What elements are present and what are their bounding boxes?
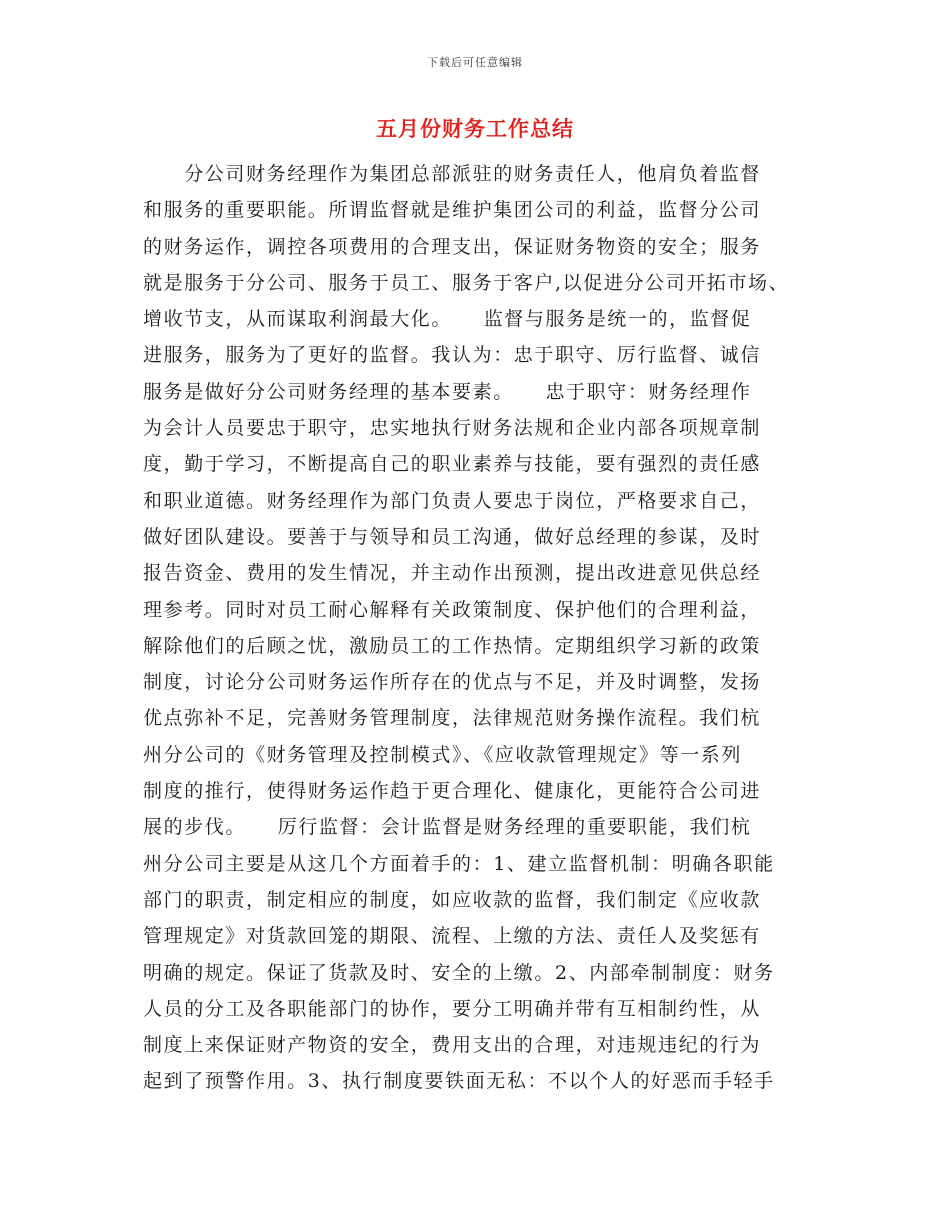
body-line: 州分公司主要是从这几个方面着手的：1、建立监督机制：明确各职能 — [143, 852, 775, 875]
body-line: 和服务的重要职能。所谓监督就是维护集团公司的利益，监督分公司 — [143, 199, 762, 222]
body-line: 人员的分工及各职能部门的协作，要分工明确并带有互相制约性，从 — [143, 997, 762, 1020]
body-line: 起到了预警作用。3、执行制度要铁面无私：不以个人的好恶而手轻手 — [143, 1070, 775, 1093]
document-body — [143, 156, 843, 1100]
body-line: 度，勤于学习，不断提高自己的职业素养与技能，要有强烈的责任感 — [143, 453, 762, 476]
document-title: 五月份财务工作总结 — [376, 116, 574, 141]
body-line: 增收节支，从而谋取利润最大化。 监督与服务是统一的，监督促 — [143, 308, 752, 331]
body-line: 做好团队建设。要善于与领导和员工沟通，做好总经理的参谋，及时 — [143, 525, 762, 548]
body-line: 进服务，服务为了更好的监督。我认为：忠于职守、厉行监督、诚信 — [143, 344, 762, 367]
body-line: 服务是做好分公司财务经理的基本要素。 忠于职守：财务经理作 — [143, 380, 752, 403]
body-line: 州分公司的《财务管理及控制模式》、《应收款管理规定》等一系列 — [143, 743, 743, 766]
body-line: 制度的推行，使得财务运作趋于更合理化、健康化，更能符合公司进 — [143, 780, 762, 803]
body-line: 制度，讨论分公司财务运作所存在的优点与不足，并及时调整，发扬 — [143, 671, 762, 694]
body-line: 解除他们的后顾之忧，激励员工的工作热情。定期组织学习新的政策 — [143, 634, 762, 657]
body-line: 理参考。同时对员工耐心解释有关政策制度、保护他们的合理利益， — [143, 598, 762, 621]
body-line: 就是服务于分公司、服务于员工、服务于客户,以促进分公司开拓市场、 — [143, 271, 790, 294]
body-line: 优点弥补不足，完善财务管理制度，法律规范财务操作流程。我们杭 — [143, 707, 762, 730]
body-line: 展的步伐。 厉行监督：会计监督是财务经理的重要职能，我们杭 — [143, 816, 752, 839]
body-line: 为会计人员要忠于职守，忠实地执行财务法规和企业内部各项规章制 — [143, 417, 762, 440]
body-line: 分公司财务经理作为集团总部派驻的财务责任人，他肩负着监督 — [143, 163, 762, 185]
body-line: 部门的职责，制定相应的制度，如应收款的监督，我们制定《应收款 — [143, 888, 762, 911]
body-line: 报告资金、费用的发生情况，并主动作出预测，提出改进意见供总经 — [143, 562, 762, 585]
body-line: 和职业道德。财务经理作为部门负责人要忠于岗位，严格要求自己， — [143, 489, 762, 512]
body-line: 明确的规定。保证了货款及时、安全的上缴。2、内部牵制制度：财务 — [143, 961, 775, 984]
header-note: 下载后可任意编辑 — [427, 56, 523, 69]
body-line: 管理规定》对货款回笼的期限、流程、上缴的方法、责任人及奖惩有 — [143, 925, 762, 948]
body-line: 制度上来保证财产物资的安全，费用支出的合理，对违规违纪的行为 — [143, 1034, 762, 1057]
body-line: 的财务运作，调控各项费用的合理支出，保证财务物资的安全；服务 — [143, 235, 762, 258]
